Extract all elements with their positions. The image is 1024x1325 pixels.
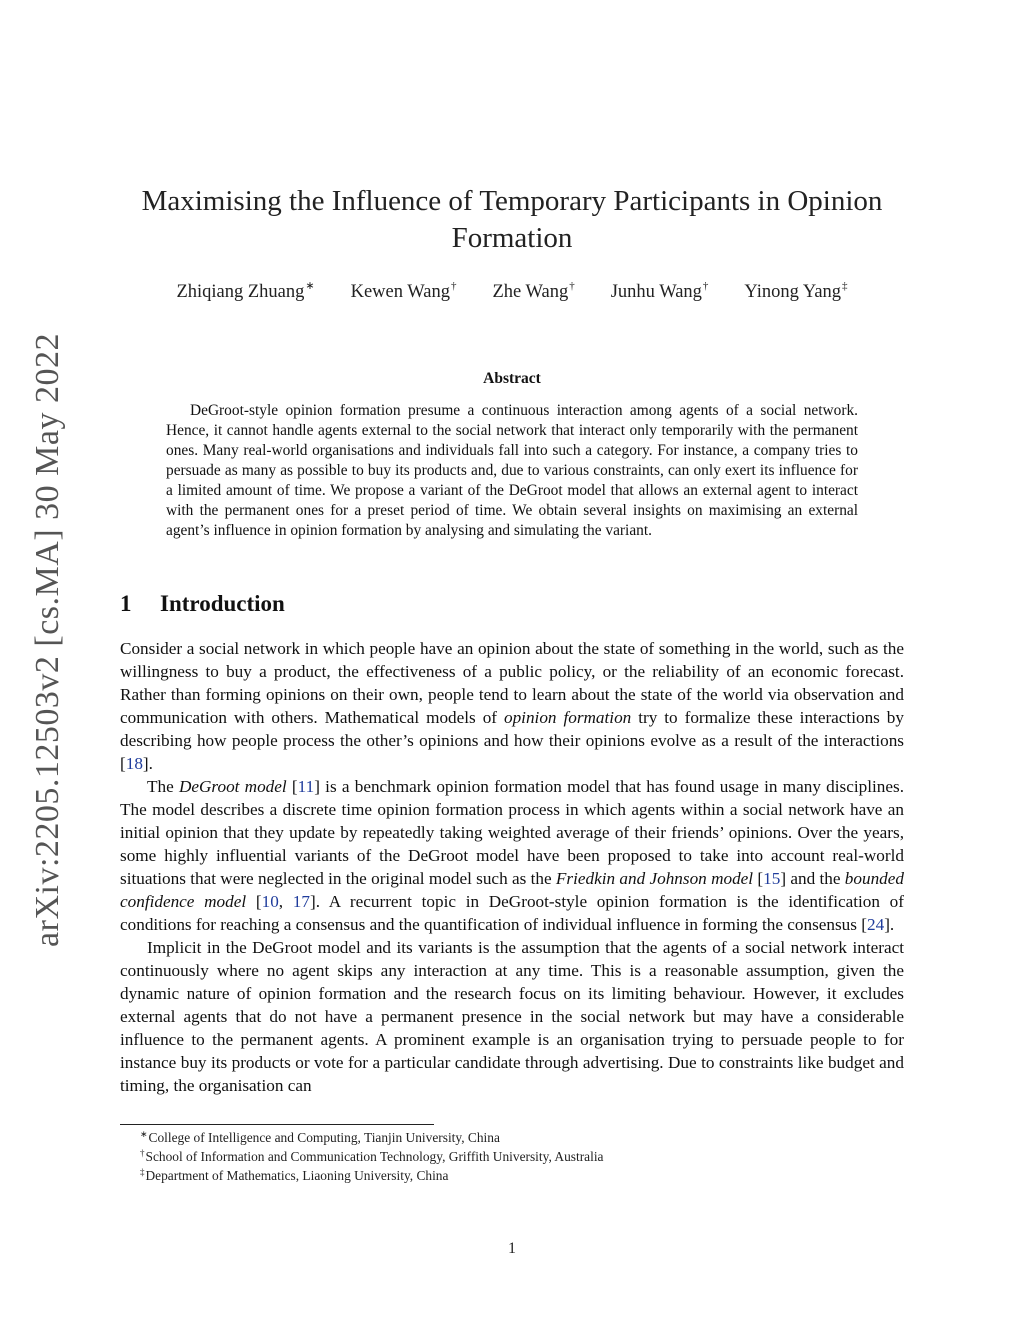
author: Zhiqiang Zhuang∗ [176, 280, 315, 302]
section-title: Introduction [160, 591, 285, 616]
paragraph: Implicit in the DeGroot model and its variants is the assumption that the agents of a social network interact continuously where no agent skips any interaction at any time. This is a reasonable assumption, given the dynamic nature of opinion formation and the research focus on its limiting behaviour. However, it excludes external agents that do not have a permanent presence in the social network but may have a considerable influence to the permanent agents. A prominent example is an organisation trying to persuade people to for instance buy its products or vote for a particular candidate through advertising. Due to constraints like budget and timing, the organisation can [120, 938, 904, 1095]
abstract-text: DeGroot-style opinion formation presume a continuous interaction among agents of a social network. Hence, it cannot handle agents external to the social network that interact only temporarily with the permanent ones. Many real-world organisations and individuals fall into such a category. For instance, a company tries to persuade as many as possible to buy its products and, due to various constraints, can only exert its influence for a limited amount of time. We propose a variant of the DeGroot model that allows an external agent to interact with the permanent ones for a preset period of time. We obtain several insights on maximising an external agent’s influence in opinion formation by analysing and simulating the variant. [166, 402, 858, 539]
footnote: †School of Information and Communication Technology, Griffith University, Australia [140, 1148, 604, 1164]
paragraph: Consider a social network in which people have an opinion about the state of something in the world, such as the willingness to buy a product, the effectiveness of a public policy, or the reliability of an economic forecast. Rather than forming opinions on their own, people tend to learn about the state of the world via observation and communication with others. Mathematical models of opinion formation try to formalize these interactions by describing how people process the other’s opinions and how their opinions evolve as a result of the interactions [18]. [120, 639, 904, 773]
arxiv-identifier-text: arXiv:2205.12503v2 [cs.MA] 30 May 2022 [29, 333, 66, 947]
citation-link[interactable]: 17 [292, 892, 310, 911]
citation-link[interactable]: 18 [125, 754, 143, 773]
citation-link[interactable]: 24 [867, 915, 885, 934]
footnote-rule [120, 1124, 434, 1125]
body-text [120, 637, 904, 1097]
paper-title: Maximising the Influence of Temporary Participants in Opinion Formation [141, 185, 883, 254]
author-list [120, 282, 904, 306]
author: Yinong Yang‡ [744, 280, 848, 302]
paragraph: The DeGroot model [11] is a benchmark opinion formation model that has found usage in many disciplines. The model describes a discrete time opinion formation process in which agents within a social network have an initial opinion that they update by repeatedly taking weighted average of their friends’ opinions. Over the years, some highly influential variants of the DeGroot model have been proposed to take into account real-world situations that were neglected in the original model such as the Friedkin and Johnson model [15] and the bounded confidence model [10, 17]. A recurrent topic in DeGroot-style opinion formation is the identification of conditions for reaching a consensus and the quantification of individual influence in forming the consensus [24]. [120, 777, 905, 934]
section-heading [120, 591, 904, 617]
citation-link[interactable]: 15 [763, 869, 781, 888]
page-number: 1 [508, 1240, 516, 1257]
emphasis: DeGroot model [178, 777, 287, 796]
footnote: ∗College of Intelligence and Computing, Tianjin University, China [140, 1129, 500, 1145]
arxiv-identifier [26, 335, 70, 945]
emphasis: Friedkin and Johnson model [555, 869, 754, 888]
author: Kewen Wang† [350, 280, 457, 302]
footnotes [120, 1128, 904, 1185]
citation-link[interactable]: 10 [261, 892, 279, 911]
emphasis: opinion formation [503, 708, 632, 727]
footnote: ‡Department of Mathematics, Liaoning University, China [140, 1167, 449, 1183]
author: Zhe Wang† [492, 280, 575, 302]
abstract-heading: Abstract [483, 370, 541, 387]
author: Junhu Wang† [610, 280, 709, 302]
emphasis: bounded confidence model [120, 869, 904, 911]
citation-link[interactable]: 11 [297, 777, 315, 796]
section-number: 1 [120, 591, 132, 616]
